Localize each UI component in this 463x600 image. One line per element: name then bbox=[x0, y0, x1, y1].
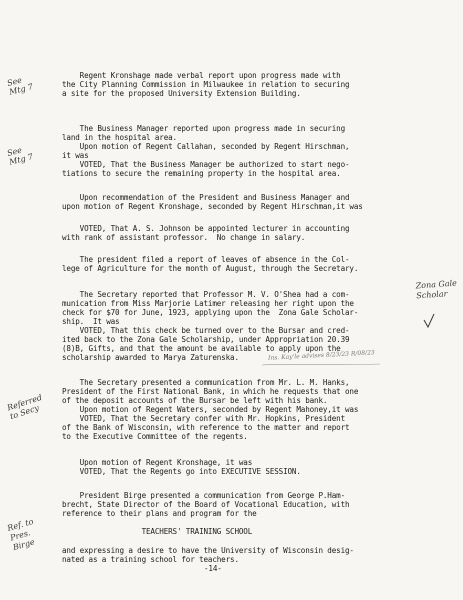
page-number: -14- bbox=[204, 564, 222, 573]
text-line: Regent Kronshage made verbal report upon progress made with bbox=[62, 71, 341, 80]
text-line: check for $70 for June, 1923, applying upon the Zona Gale Scholar- bbox=[62, 308, 359, 317]
text-line: The president filed a report of leaves of absence in the Col- bbox=[62, 255, 350, 264]
text-line: The Secretary presented a communication from Mr. L. M. Hanks, bbox=[62, 378, 350, 387]
text-line: Upon motion of Regent Waters, seconded by Regent Mahoney,it was bbox=[62, 405, 359, 414]
text-line: nated as a training school for teachers. bbox=[62, 555, 239, 564]
check-mark-icon bbox=[422, 312, 436, 330]
text-line: it was bbox=[62, 151, 89, 160]
text-line: of the deposit accounts of the Bursar be left with his bank. bbox=[62, 396, 328, 405]
text-line: VOTED, That this check be turned over to the Bursar and cred- bbox=[62, 326, 350, 335]
pencil-stroke-icon bbox=[262, 363, 382, 367]
text-line: President of the First National Bank, in which he requests that one bbox=[62, 387, 359, 396]
text-line: TEACHERS' TRAINING SCHOOL bbox=[62, 527, 253, 536]
text-line: President Birge presented a communication from George P.Ham- bbox=[62, 491, 345, 500]
text-line: VOTED, That the Secretary confer with Mr. Hopkins, President bbox=[62, 414, 345, 423]
margin-note: Zona Gale Scholar bbox=[415, 278, 458, 301]
margin-note: Ins. Kay'le advises 8/23/23 R/08/23 bbox=[267, 349, 375, 362]
text-line: (8)B, Gifts, and that the amount be available to apply upon the bbox=[62, 344, 341, 353]
margin-note: See Mtg 7 bbox=[6, 75, 34, 97]
text-line: The Business Manager reported upon progress made in securing bbox=[62, 124, 345, 133]
text-line: land in the hospital area. bbox=[62, 133, 177, 142]
text-line: VOTED, That the Regents go into EXECUTIVE SESSION. bbox=[62, 467, 301, 476]
text-line: VOTED, That A. S. Johnson be appointed lecturer in accounting bbox=[62, 224, 350, 233]
text-line: Upon recommendation of the President and Business Manager and bbox=[62, 193, 350, 202]
text-line: ship. It was bbox=[62, 317, 120, 326]
text-line: VOTED, That the Business Manager be authorized to start nego- bbox=[62, 160, 350, 169]
text-line: Upon motion of Regent Kronshage, it was bbox=[62, 458, 253, 467]
text-line: The Secretary reported that Professor M. V. O'Shea had a com- bbox=[62, 290, 350, 299]
text-line: scholarship awarded to Marya Zaturenska. bbox=[62, 353, 239, 362]
text-line: brecht, State Director of the Board of Vocational Education, with bbox=[62, 500, 350, 509]
text-line: upon motion of Regent Kronshage, seconded by Regent Hirschman,it was bbox=[62, 202, 363, 211]
text-line: reference to their plans and program for the bbox=[62, 509, 257, 518]
text-line: of the Bank of Wisconsin, with reference to the matter and report bbox=[62, 423, 350, 432]
text-line: and expressing a desire to have the University of Wisconsin desig- bbox=[62, 546, 354, 555]
text-line: lege of Agriculture for the month of August, through the Secretary. bbox=[62, 264, 359, 273]
text-line: to the Executive Committee of the regents. bbox=[62, 432, 248, 441]
text-line: the City Planning Commission in Milwaukee in relation to securing bbox=[62, 80, 350, 89]
text-line: a site for the proposed University Extension Building. bbox=[62, 89, 301, 98]
margin-note: See Mtg 7 bbox=[6, 145, 34, 167]
text-line: Upon motion of Regent Callahan, seconded by Regent Hirschman, bbox=[62, 142, 350, 151]
text-line: ited back to the Zona Gale Scholarship, under Appropriation 20.39 bbox=[62, 335, 350, 344]
text-line: tiations to secure the remaining property in the hospital area. bbox=[62, 169, 341, 178]
text-line: munication from Miss Marjorie Latimer releasing her right upon the bbox=[62, 299, 354, 308]
margin-note: Referred to Secy bbox=[6, 392, 44, 422]
margin-note: Ref. to Pres. Birge bbox=[6, 516, 36, 553]
text-line: with rank of assistant professor. No change in salary. bbox=[62, 233, 306, 242]
